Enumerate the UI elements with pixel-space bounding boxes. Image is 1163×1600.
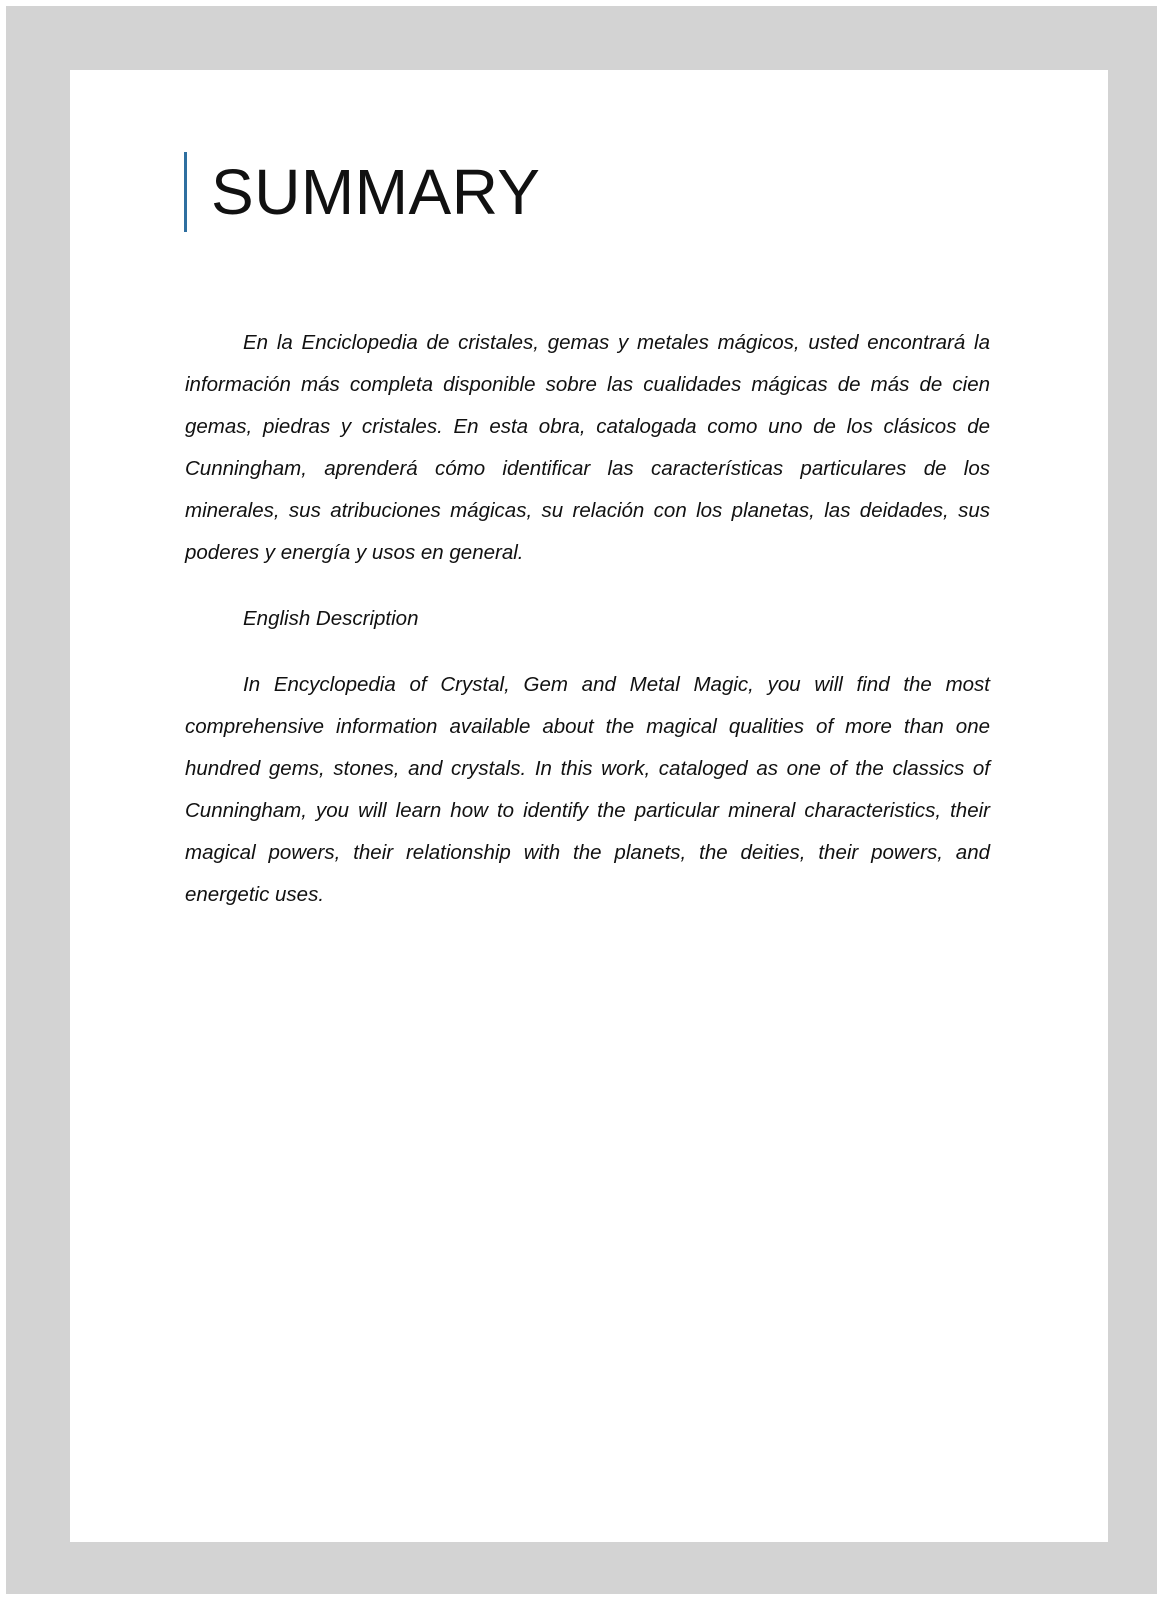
spanish-description-paragraph: En la Enciclopedia de cristales, gemas y metales mágicos, usted encontrará la información más completa disponible sobre las cualidades mágicas de más de cien gemas, piedras y cristales. En esta obra, catalogada como uno de los clásicos de Cunningham, aprenderá cómo identificar las características particulares de los minerales, sus atribuciones mágicas, su relación con los planetas, las deidades, sus poderes y energía y usos en general. bbox=[185, 331, 990, 564]
page-frame bbox=[6, 6, 1157, 1594]
page-title: SUMMARY bbox=[211, 156, 541, 228]
document-body bbox=[185, 322, 990, 916]
english-description-heading: English Description bbox=[243, 607, 419, 630]
title-block bbox=[184, 152, 540, 232]
title-accent-bar bbox=[184, 152, 187, 232]
document-page bbox=[70, 70, 1108, 1542]
english-description-paragraph: In Encyclopedia of Crystal, Gem and Metal Magic, you will find the most comprehensive information available about the magical qualities of more than one hundred gems, stones, and crystals. In this work, cataloged as one of the classics of Cunningham, you will learn how to identify the particular mineral characteristics, their magical powers, their relationship with the planets, the deities, their powers, and energetic uses. bbox=[185, 673, 990, 906]
